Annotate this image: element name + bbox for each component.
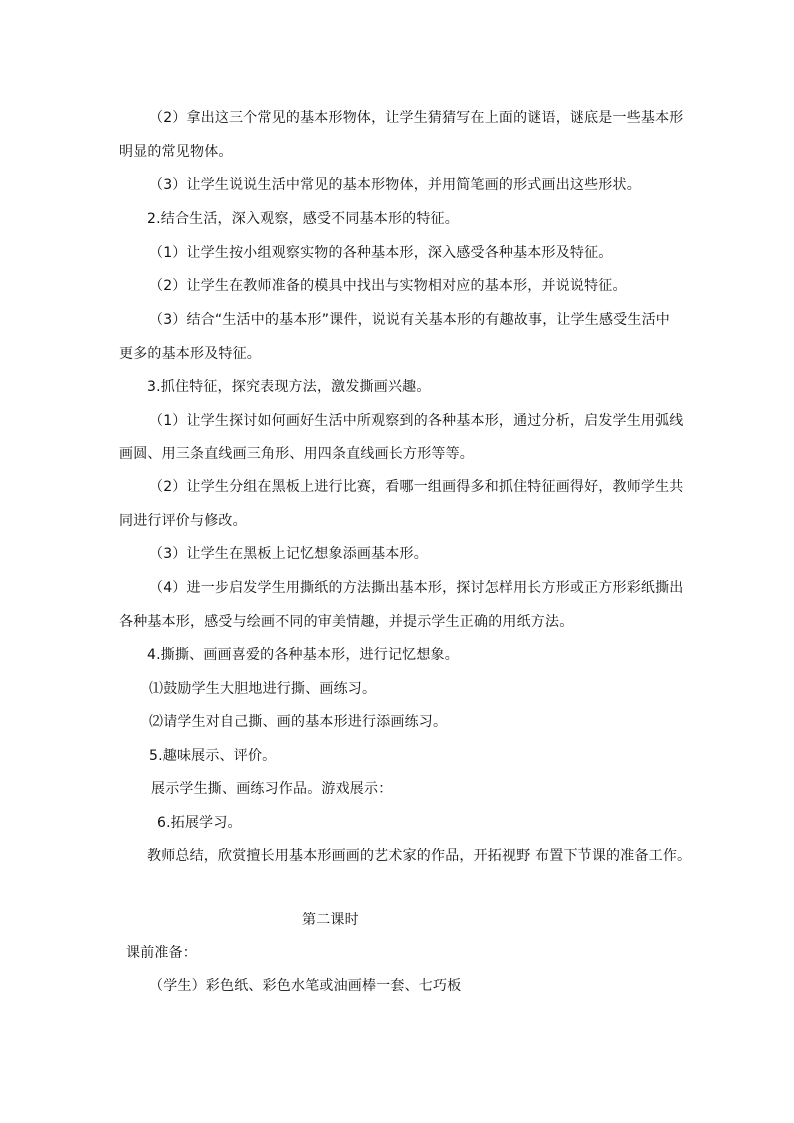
paragraph-line-5: （1）让学生按小组观察实物的各种基本形，深入感受各种基本形及特征。 — [149, 245, 613, 261]
paragraph-line-11: 画圆、用三条直线画三角形、用四条直线画长方形等等。 — [119, 446, 474, 462]
paragraph-line-10: （1）让学生探讨如何画好生活中所观察到的各种基本形，通过分析，启发学生用弧线 — [149, 413, 684, 429]
paragraph-line-12: （2）让学生分组在黑板上进行比赛，看哪一组画得多和抓住特征画得好，教师学生共 — [149, 479, 684, 495]
section-heading-3: 3.抓住特征，探究表现方法，激发撕画兴趣。 — [147, 379, 431, 395]
paragraph-line-8: 更多的基本形及特征。 — [119, 346, 261, 362]
paragraph-line-16: 各种基本形，感受与绘画不同的审美情趣，并提示学生正确的用纸方法。 — [119, 614, 574, 630]
paragraph-line-18: ⑴鼓励学生大胆地进行撕、画练习。 — [149, 681, 377, 697]
paragraph-line-1: （2）拿出这三个常见的基本形物体，让学生猜猜写在上面的谜语，谜底是一些基本形 — [149, 110, 684, 126]
paragraph-line-15: （4）进一步启发学生用撕纸的方法撕出基本形，探讨怎样用长方形或正方形彩纸撕出 — [149, 580, 684, 596]
paragraph-line-14: （3）让学生在黑板上记忆想象添画基本形。 — [149, 546, 428, 562]
section-heading-prep: 课前准备： — [126, 945, 197, 961]
section-heading-6: 6.拓展学习。 — [157, 815, 242, 831]
paragraph-line-3: （3）让学生说说生活中常见的基本形物体，并用简笔画的形式画出这些形状。 — [149, 177, 641, 193]
lesson-title: 第二课时 — [302, 912, 359, 928]
section-heading-5: 5.趣味展示、评价。 — [149, 748, 277, 764]
paragraph-line-19: ⑵请学生对自己撕、画的基本形进行添画练习。 — [149, 714, 448, 730]
section-heading-2: 2.结合生活，深入观察，感受不同基本形的特征。 — [147, 211, 459, 227]
paragraph-line-2: 明显的常见物体。 — [119, 144, 233, 160]
paragraph-line-23: 教师总结，欣赏擅长用基本形画画的艺术家的作品，开拓视野 布置下节课的准备工作。 — [147, 848, 692, 864]
section-heading-4: 4.撕撕、画画喜爱的各种基本形，进行记忆想象。 — [147, 647, 459, 663]
paragraph-line-13: 同进行评价与修改。 — [119, 513, 247, 529]
paragraph-line-7: （3）结合“生活中的基本形”课件，说说有关基本形的有趣故事，让学生感受生活中 — [149, 312, 671, 328]
paragraph-line-21: 展示学生撕、画练习作品。游戏展示： — [151, 781, 393, 797]
paragraph-line-26: （学生）彩色纸、彩色水笔或油画棒一套、七巧板 — [149, 978, 462, 994]
paragraph-line-6: （2）让学生在教师准备的模具中找出与实物相对应的基本形，并说说特征。 — [149, 278, 627, 294]
